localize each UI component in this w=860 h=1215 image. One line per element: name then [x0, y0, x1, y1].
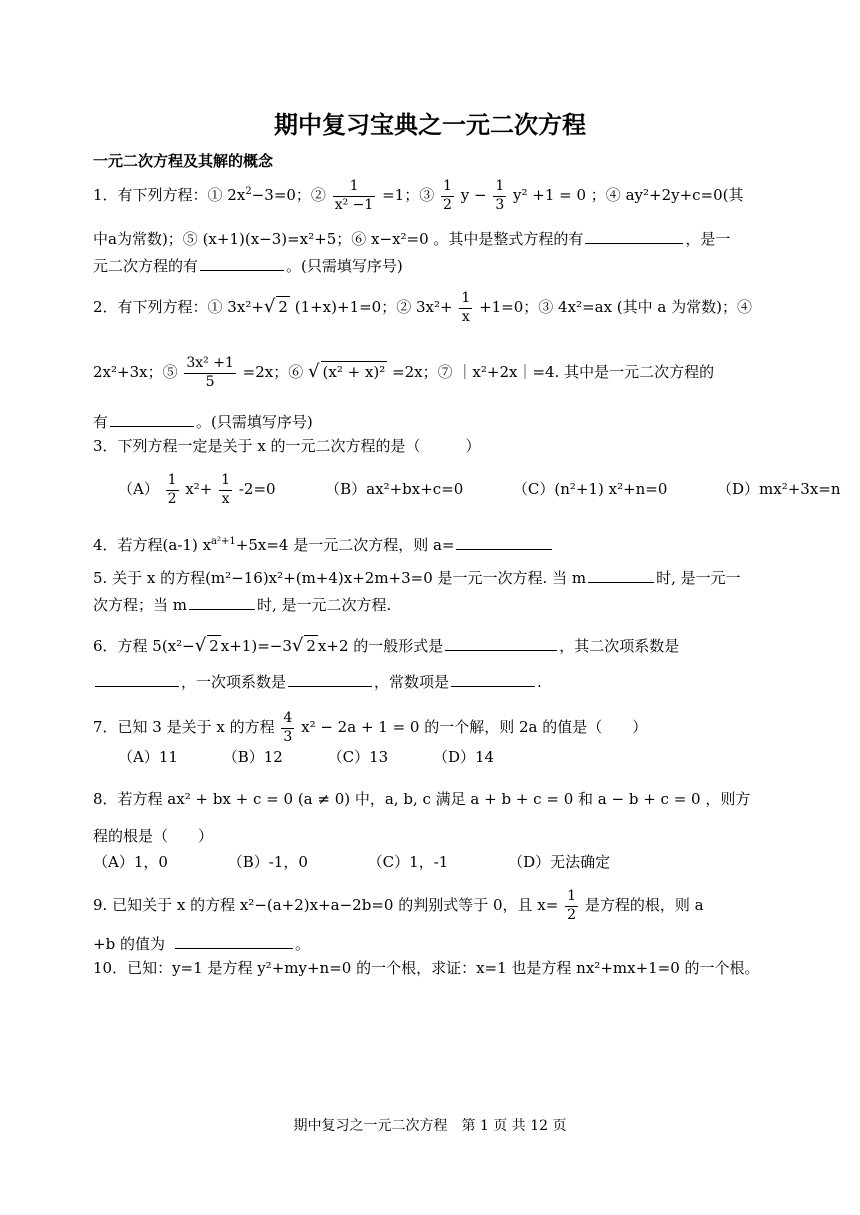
q2-line2: 2x²+3x；⑤ $\frac{\text{3x² +1}}{5}$ =2x；⑥ √ (x² + x)² =2x；⑦ ｜x²+2x｜=4. 其中是一元二次方程的	[93, 355, 715, 390]
answer-blank[interactable]	[200, 254, 284, 271]
q3-stem: 3．下列方程一定是关于 x 的一元二次方程的是（ ）	[93, 437, 481, 455]
option-d: （D）14	[432, 748, 495, 766]
q8-line2: 程的根是（ ）	[93, 827, 214, 845]
q1-line2: 中a为常数)；⑤ (x+1)(x−3)=x²+5；⑥ x−x²=0 。其中是整式方程的有 ，是一	[93, 227, 769, 249]
q4-line: 4．若方程(a-1) $x^{a^2+1}+5x=4$ 是一元二次方程，则 a=	[93, 532, 769, 555]
answer-blank[interactable]	[288, 670, 372, 687]
fraction: $\frac{1}{3}$	[495, 178, 505, 213]
fraction: $\frac{\text{3x² +1}}{5}$	[186, 355, 234, 390]
q3-options: （A） $\frac{1}{2}$ x²+ $\frac{1}{x}$ -2=0 （B）ax²+bx+c=0 （C）(n²+1) x²+n=0 （D）mx²+3x=n	[118, 472, 841, 507]
answer-blank[interactable]	[456, 533, 552, 550]
page-title: 期中复习宝典之一元二次方程	[274, 111, 586, 139]
q5-line1: 5. 关于 x 的方程(m²−16)x²+(m+4)x+2m+3=0 是一元一次方程. 当 m 时, 是一元一	[93, 566, 769, 588]
answer-blank[interactable]	[110, 410, 194, 427]
option-b: （B）12	[222, 748, 283, 766]
q2-line1: 2．有下列方程：① 3x²+√ 2 (1+x)+1=0；② 3x²+ $\frac{1}{x}$ +1=0；③ 4x²=ax (其中 a 为常数)；④	[93, 290, 752, 325]
option-c: （C）13	[327, 748, 389, 766]
answer-blank[interactable]	[445, 634, 557, 651]
answer-blank[interactable]	[588, 566, 654, 583]
fraction: $\frac{1}{x}$	[461, 290, 471, 325]
option-d: （D）无法确定	[508, 853, 611, 871]
fraction: $\frac{1}{2}$	[167, 472, 177, 507]
q5-line2: 次方程；当 m 时, 是一元二次方程.	[93, 593, 769, 615]
option-a: （A）11	[118, 748, 178, 766]
answer-blank[interactable]	[175, 932, 293, 949]
fraction: $\frac{1}{2}$	[567, 888, 577, 923]
fraction: $\frac{1}{2}$	[443, 178, 452, 213]
q8-line1: 8．若方程 ax² + bx + c = 0 (a ≠ 0) 中，a, b, c 满足 a + b + c = 0 和 a − b + c = 0 ，则方	[93, 790, 751, 808]
answer-blank[interactable]	[95, 670, 179, 687]
q1-line1: 1．有下列方程：① $2x^2-3=0$；② $\frac{1}{\text{x² −1}}$ =1；③ $\frac{1}{2}$ y − $\frac{1}{3}$ y² +1 = 0 ；④ ay²+2y+c=0(其	[93, 178, 744, 213]
q6-line1: 6．方程 5(x²−√ 2 x+1)=−3√ 2 x+2 的一般形式是 ，其二次项系数是	[93, 635, 680, 656]
fraction: $\frac{1}{x}$	[221, 472, 231, 507]
q2-line3: 有 。(只需填写序号)	[93, 410, 769, 432]
q8-options	[93, 852, 769, 872]
answer-blank[interactable]	[585, 227, 683, 244]
section-heading: 一元二次方程及其解的概念	[93, 152, 274, 170]
q6-line2: ，一次项系数是 ，常数项是 .	[93, 670, 769, 692]
option-c: （C）1，-1	[367, 853, 449, 871]
q7-options	[118, 747, 794, 767]
answer-blank[interactable]	[451, 670, 535, 687]
answer-blank[interactable]	[189, 593, 255, 610]
option-b: （B）-1，0	[227, 853, 308, 871]
q10-line: 10．已知：y=1 是方程 y²+my+n=0 的一个根，求证：x=1 也是方程 nx²+mx+1=0 的一个根。	[93, 959, 760, 977]
q7-stem: 7．已知 3 是关于 x 的方程 $\frac{4}{3}$ x² − 2a + 1 = 0 的一个解，则 2a 的值是（ ）	[93, 710, 648, 745]
q1-line3: 元二次方程的有 。(只需填写序号)	[93, 254, 769, 276]
fraction: $\frac{4}{3}$	[283, 710, 293, 745]
fraction: $\frac{1}{\text{x² −1}}$	[334, 178, 374, 213]
option-c: （C）(n²+1) x²+n=0	[512, 480, 668, 498]
q9-line1: 9. 已知关于 x 的方程 x²−(a+2)x+a−2b=0 的判别式等于 0，且 x= $\frac{1}{2}$ 是方程的根，则 a	[93, 888, 704, 923]
option-d: （D）mx²+3x=n	[717, 480, 841, 498]
option-b: （B）ax²+bx+c=0	[325, 480, 464, 498]
option-a: （A）1，0	[93, 853, 168, 871]
q9-line2: +b 的值为 。	[93, 932, 769, 954]
page-footer: 期中复习之一元二次方程 第 1 页 共 12 页	[293, 1118, 567, 1134]
